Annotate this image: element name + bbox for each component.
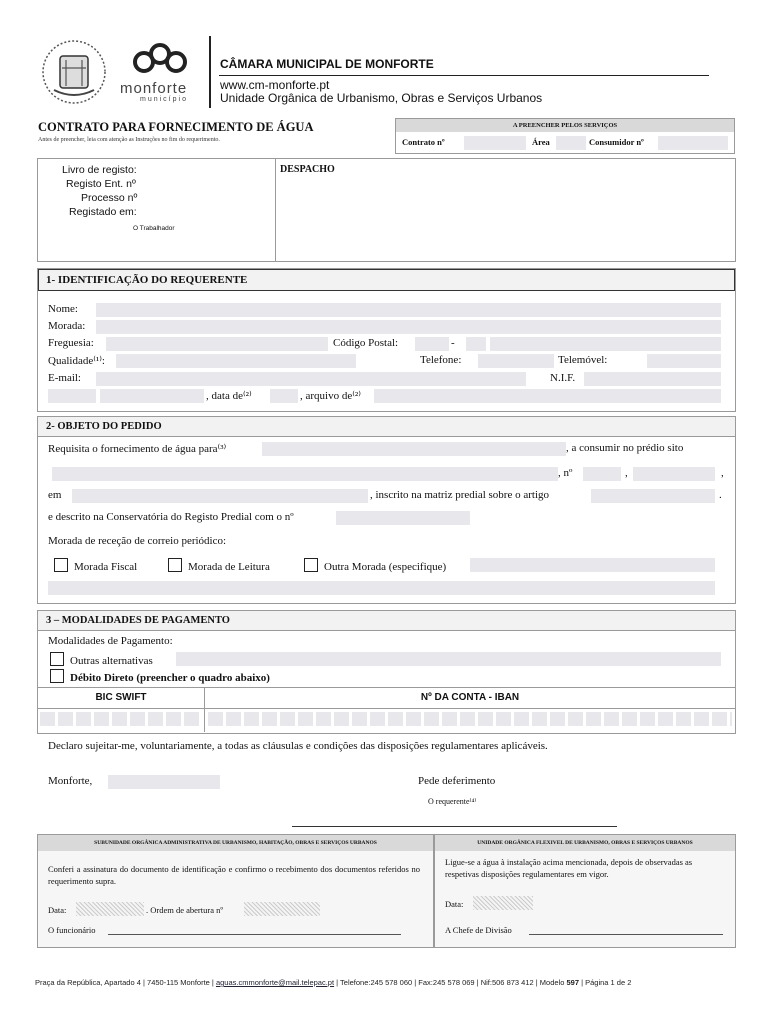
footer-address: Praça da República, Apartado 4 | 7450-115 Monforte | [35, 978, 216, 987]
morada-label: Morada: [48, 320, 86, 332]
place-label: Monforte, [48, 775, 93, 787]
codigo-postal-dash: - [451, 337, 455, 349]
predio-sito-field[interactable] [52, 467, 558, 481]
right-data-label: Data: [445, 899, 464, 909]
funcionario-label: O funcionário [48, 925, 96, 935]
bank-table-rule-2 [38, 708, 735, 709]
artigo-field[interactable] [591, 489, 715, 503]
right-data-field[interactable] [473, 896, 533, 910]
org-name: CÂMARA MUNICIPAL DE MONFORTE [220, 57, 434, 71]
morada-leitura-option[interactable] [168, 558, 270, 573]
form-hint: Antes de preencher, leia com atenção as Instruções no fim do requerimento. [38, 137, 220, 143]
logo-subtitle: município [140, 96, 188, 103]
debito-direto-label: Débito Direto (preencher o quadro abaixo) [70, 672, 270, 684]
bic-cells[interactable] [40, 712, 202, 726]
right-services-header: UNIDADE ORGÂNICA FLEXIVEL DE URBANISMO, OBRAS E SERVIÇOS URBANOS [435, 835, 735, 851]
email-field[interactable] [96, 372, 526, 386]
morada-rececao-label: Morada de receção de correio periódico: [48, 535, 227, 547]
modalidades-label: Modalidades de Pagamento: [48, 635, 173, 647]
declaration-text: Declaro sujeitar-me, voluntariamente, a todas as cláusulas e condições das disposições regulamentares aplicáveis. [48, 740, 548, 752]
right-services-box [434, 834, 736, 948]
telefone-field[interactable] [478, 354, 554, 368]
header-divider [209, 36, 211, 108]
monforte-logo-icon [130, 42, 190, 76]
footer-contacts: | Telefone:245 578 060 | Fax:245 578 069 | Nif:506 873 412 | Modelo [334, 978, 567, 987]
section3-title: 3 – MODALIDADES DE PAGAMENTO [46, 615, 230, 626]
left-services-header: SUBUNIDADE ORGÂNICA ADMINISTRATIVA DE URBANISMO, HABITAÇÃO, OBRAS E SERVIÇOS URBANOS [38, 835, 433, 851]
morada-fiscal-checkbox[interactable] [54, 558, 68, 572]
conservatoria-field[interactable] [336, 511, 470, 525]
nome-label: Nome: [48, 303, 78, 315]
left-data-field[interactable] [76, 902, 144, 916]
area-label: Área [532, 137, 550, 147]
area-field[interactable] [556, 136, 586, 150]
bank-table-rule [38, 687, 735, 688]
ordem-label: . Ordem de abertura nº [146, 905, 223, 915]
header-rule [219, 75, 709, 76]
services-header: A PREENCHER PELOS SERVIÇOS [396, 119, 734, 132]
chefe-label: A Chefe de Divisão [445, 925, 512, 935]
codigo-postal-ext-field[interactable] [466, 337, 486, 351]
documento-numero-field[interactable] [100, 389, 204, 403]
unit-name: Unidade Orgânica de Urbanismo, Obras e Serviços Urbanos [220, 91, 543, 105]
right-services-text: Ligue-se a água à instalação acima mencionada, depois de observadas as respetivas disposições regulamentares em vigor. [445, 857, 693, 879]
comma-2: , [721, 467, 724, 479]
section3-box [37, 610, 736, 734]
andar-field[interactable] [633, 467, 715, 481]
livro-label: Livro de registo: [62, 164, 137, 176]
debito-direto-checkbox[interactable] [50, 669, 64, 683]
consumir-label: , a consumir no prédio sito [566, 442, 684, 454]
documento-field[interactable] [48, 389, 96, 403]
trabalhador-label: O Trabalhador [133, 225, 175, 232]
services-box [395, 118, 735, 154]
requisita-label: Requisita o fornecimento de água para⁽³⁾ [48, 443, 227, 455]
email-label: E-mail: [48, 372, 81, 384]
arquivo-de-field[interactable] [374, 389, 721, 403]
registo-divider [275, 159, 276, 261]
outra-morada-option[interactable] [304, 558, 446, 573]
morada-fiscal-option[interactable] [54, 558, 137, 573]
funcionario-signature-line[interactable] [108, 934, 401, 935]
contrato-label: Contrato nº [402, 137, 445, 147]
outras-alternativas-option[interactable] [50, 652, 153, 667]
data-de-field[interactable] [270, 389, 298, 403]
telemovel-label: Telemóvel: [558, 354, 608, 366]
freguesia-field[interactable] [106, 337, 328, 351]
registado-label: Registado em: [69, 206, 137, 218]
inscrito-label: , inscrito na matriz predial sobre o artigo [370, 489, 549, 501]
codigo-postal-label: Código Postal: [333, 337, 399, 349]
bic-header: BIC SWIFT [95, 692, 147, 703]
registo-ent-label: Registo Ent. nº [66, 178, 136, 190]
debito-direto-option[interactable] [50, 669, 270, 684]
outra-morada-checkbox[interactable] [304, 558, 318, 572]
numero-field[interactable] [583, 467, 621, 481]
left-services-text: Conferi a assinatura do documento de identificação e confirmo o recebimento dos documentos referidos no requerimento supra. [48, 864, 420, 886]
footer-modelo: 597 [566, 978, 579, 987]
finalidade-field[interactable] [262, 442, 566, 456]
deferimento-label: Pede deferimento [418, 775, 496, 787]
telemovel-field[interactable] [647, 354, 721, 368]
outra-morada-field-2[interactable] [48, 581, 715, 595]
signature-line[interactable] [292, 826, 617, 827]
form-title: CONTRATO PARA FORNECIMENTO DE ÁGUA [38, 120, 314, 134]
iban-header: Nº DA CONTA - IBAN [420, 692, 520, 703]
freguesia-label: Freguesia: [48, 337, 94, 349]
em-label: em [48, 489, 62, 501]
ordem-field[interactable] [244, 902, 320, 916]
municipal-crest-icon [40, 38, 108, 106]
nome-field[interactable] [96, 303, 721, 317]
section2-title: 2- OBJETO DO PEDIDO [46, 421, 162, 432]
section1-title: 1- IDENTIFICAÇÃO DO REQUERENTE [46, 274, 248, 286]
telefone-label: Telefone: [420, 354, 462, 366]
nif-field[interactable] [584, 372, 721, 386]
date-field[interactable] [108, 775, 220, 789]
footer-page: | Página 1 de 2 [579, 978, 632, 987]
left-services-box [37, 834, 434, 948]
morada-leitura-checkbox[interactable] [168, 558, 182, 572]
localidade-predio-field[interactable] [72, 489, 368, 503]
codigo-postal-field[interactable] [415, 337, 449, 351]
section2-box [37, 416, 736, 604]
contrato-field[interactable] [464, 136, 526, 150]
left-data-label: Data: [48, 905, 67, 915]
outra-morada-label: Outra Morada (especifique) [324, 561, 447, 573]
outras-alternativas-field[interactable] [176, 652, 721, 666]
registo-box [37, 158, 736, 262]
data-de-label: , data de⁽²⁾ [206, 390, 252, 402]
arquivo-de-label: , arquivo de⁽²⁾ [300, 390, 361, 402]
morada-leitura-label: Morada de Leitura [188, 561, 270, 573]
consumidor-label: Consumidor nº [589, 137, 644, 147]
consumidor-field[interactable] [658, 136, 728, 150]
processo-label: Processo nº [81, 192, 138, 204]
qualidade-label: Qualidade⁽¹⁾: [48, 355, 105, 367]
qualidade-field[interactable] [116, 354, 356, 368]
numero-label: , nº [558, 467, 573, 479]
requerente-label: O requerente⁽⁴⁾ [428, 797, 477, 806]
comma-1: , [625, 467, 628, 479]
localidade-field[interactable] [490, 337, 721, 351]
outra-morada-field[interactable] [470, 558, 715, 572]
outras-alternativas-label: Outras alternativas [70, 655, 153, 667]
page-footer [35, 978, 631, 987]
morada-fiscal-label: Morada Fiscal [74, 561, 138, 573]
section1-box [37, 268, 736, 412]
morada-field[interactable] [96, 320, 721, 334]
despacho-label: DESPACHO [280, 164, 335, 175]
footer-email-link[interactable]: aguas.cmmonforte@mail.telepac.pt [215, 978, 335, 987]
website-link[interactable]: www.cm-monforte.pt [220, 78, 330, 92]
period: . [719, 489, 722, 501]
iban-cells[interactable] [208, 712, 732, 726]
logo-word: monforte [120, 80, 188, 97]
outras-alternativas-checkbox[interactable] [50, 652, 64, 666]
descrito-label: e descrito na Conservatória do Registo Predial com o nº [48, 511, 294, 523]
chefe-signature-line[interactable] [529, 934, 723, 935]
nif-label: N.I.F. [550, 372, 576, 384]
